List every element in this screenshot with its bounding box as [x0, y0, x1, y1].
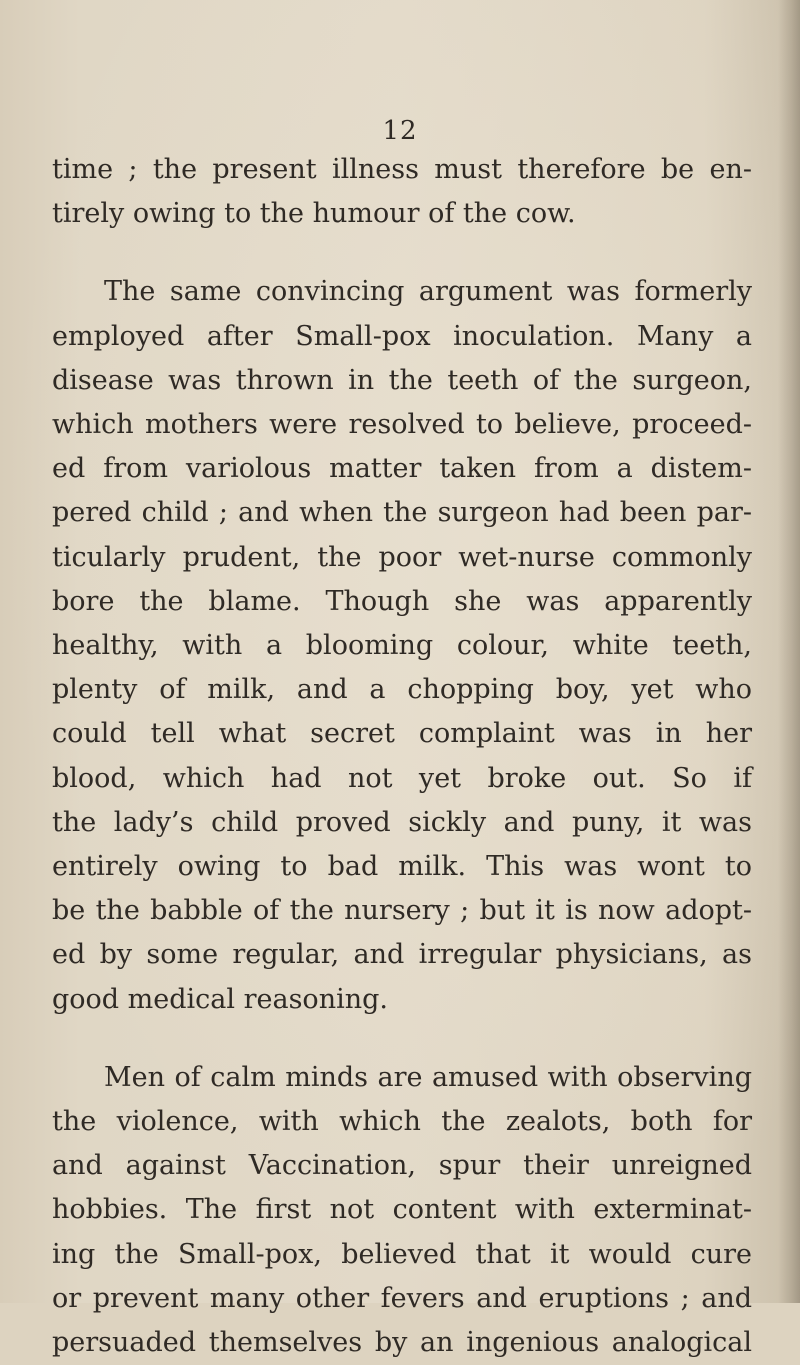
paragraph-gap — [52, 236, 752, 270]
text-line: blood, which had not yet broke out. So if — [52, 762, 752, 794]
page-number: 12 — [382, 116, 418, 146]
text-line: the violence, with which the zealots, both for — [52, 1106, 752, 1138]
text-line: or prevent many other fevers and eruptions ; and — [52, 1282, 752, 1314]
text-line: employed after Small-pox inoculation. Many a — [52, 320, 752, 352]
text-line: bore the blame. Though she was apparently — [52, 585, 752, 617]
text-line: healthy, with a blooming colour, white teeth, — [52, 630, 752, 662]
text-line: tirely owing to the humour of the cow. — [52, 198, 576, 230]
page-edge-shadow — [778, 0, 800, 1303]
text-line: ticularly prudent, the poor wet-nurse commonly — [52, 541, 752, 573]
paragraph-2 — [52, 270, 752, 1021]
text-line: which mothers were resolved to believe, proceed- — [52, 409, 752, 441]
paragraph-3 — [52, 1056, 752, 1365]
text-line: hobbies. The first not content with exterminat- — [52, 1194, 752, 1226]
text-line: plenty of milk, and a chopping boy, yet who — [52, 674, 752, 706]
text-line: entirely owing to bad milk. This was wont to — [52, 851, 752, 883]
text-line: the lady’s child proved sickly and puny, it was — [52, 806, 752, 838]
text-line: The same convincing argument was formerly — [104, 276, 752, 308]
text-line: good medical reasoning. — [52, 983, 388, 1015]
body-text — [52, 148, 752, 1365]
text-line: pered child ; and when the surgeon had been par- — [52, 497, 752, 529]
text-line: persuaded themselves by an ingenious analogical — [52, 1327, 752, 1359]
text-line: ing the Small-pox, believed that it would cure — [52, 1238, 752, 1270]
paragraph-gap — [52, 1022, 752, 1056]
text-line: and against Vaccination, spur their unreigned — [52, 1150, 752, 1182]
text-line: Men of calm minds are amused with observing — [104, 1061, 752, 1093]
text-line: ed from variolous matter taken from a distem- — [52, 453, 752, 485]
paragraph-1 — [52, 148, 752, 236]
text-line: be the babble of the nursery ; but it is now adopt- — [52, 895, 752, 927]
text-line: time ; the present illness must therefore be en- — [52, 154, 752, 185]
text-line: ed by some regular, and irregular physicians, as — [52, 939, 752, 971]
text-line: could tell what secret complaint was in her — [52, 718, 752, 750]
text-line: disease was thrown in the teeth of the surgeon, — [52, 364, 752, 396]
